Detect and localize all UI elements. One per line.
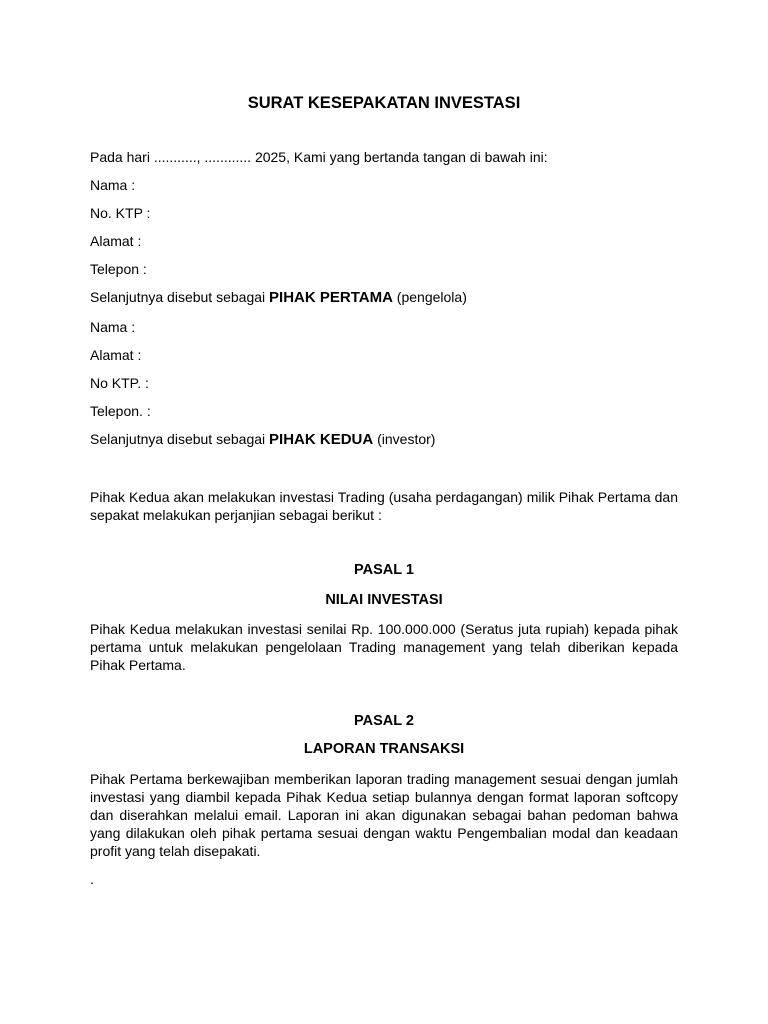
pasal1-heading: NILAI INVESTASI	[325, 592, 443, 608]
party2-alamat-field: Alamat :	[90, 347, 142, 363]
party1-telepon-field: Telepon :	[90, 261, 147, 277]
pasal2-body: Pihak Pertama berkewajiban memberikan laporan trading management sesuai dengan jumlah investasi yang diambil kepada Pihak Kedua setiap bulannya dengan format laporan softcopy dan diserahkan melalui email. Laporan ini akan digunakan sebagai bahan pedoman bahwa yang dilakukan oleh pihak pertama sesuai dengan waktu Pengembalian modal dan keadaan profit yang telah disepakati.	[90, 771, 678, 859]
pasal2-heading: LAPORAN TRANSAKSI	[303, 741, 465, 757]
document-title: SURAT KESEPAKATAN INVESTASI	[247, 94, 521, 112]
party2-telepon-field: Telepon. :	[90, 403, 151, 419]
party1-designation-role: (pengelola)	[392, 289, 467, 305]
party1-alamat-field: Alamat :	[90, 233, 142, 249]
party1-designation	[90, 288, 467, 307]
party1-ktp-field: No. KTP :	[90, 205, 151, 221]
party1-designation-prefix: Selanjutnya disebut sebagai	[90, 289, 270, 305]
party2-designation-name: PIHAK KEDUA	[269, 431, 374, 448]
party1-designation-name: PIHAK PERTAMA	[269, 289, 393, 306]
opening-line: Pada hari ..........., ............ 2025, Kami yang bertanda tangan di bawah ini:	[90, 149, 548, 165]
trailing-mark: .	[90, 871, 94, 887]
pasal1-number: PASAL 1	[354, 562, 414, 578]
party2-designation-role: (investor)	[373, 431, 436, 447]
party2-designation	[90, 430, 435, 449]
party1-nama-field: Nama :	[90, 177, 136, 193]
party2-nama-field: Nama :	[90, 319, 136, 335]
intro-paragraph: Pihak Kedua akan melakukan investasi Trading (usaha perdagangan) milik Pihak Pertama dan sepakat melakukan perjanjian sebagai berikut :	[90, 489, 678, 523]
pasal2-number: PASAL 2	[354, 713, 414, 729]
party2-designation-prefix: Selanjutnya disebut sebagai	[90, 431, 270, 447]
party2-ktp-field: No KTP. :	[90, 375, 149, 391]
pasal1-body: Pihak Kedua melakukan investasi senilai Rp. 100.000.000 (Seratus juta rupiah) kepada pihak pertama untuk melakukan pengelolaan Trading management yang telah diberikan kepada Pihak Pertama.	[90, 621, 678, 673]
